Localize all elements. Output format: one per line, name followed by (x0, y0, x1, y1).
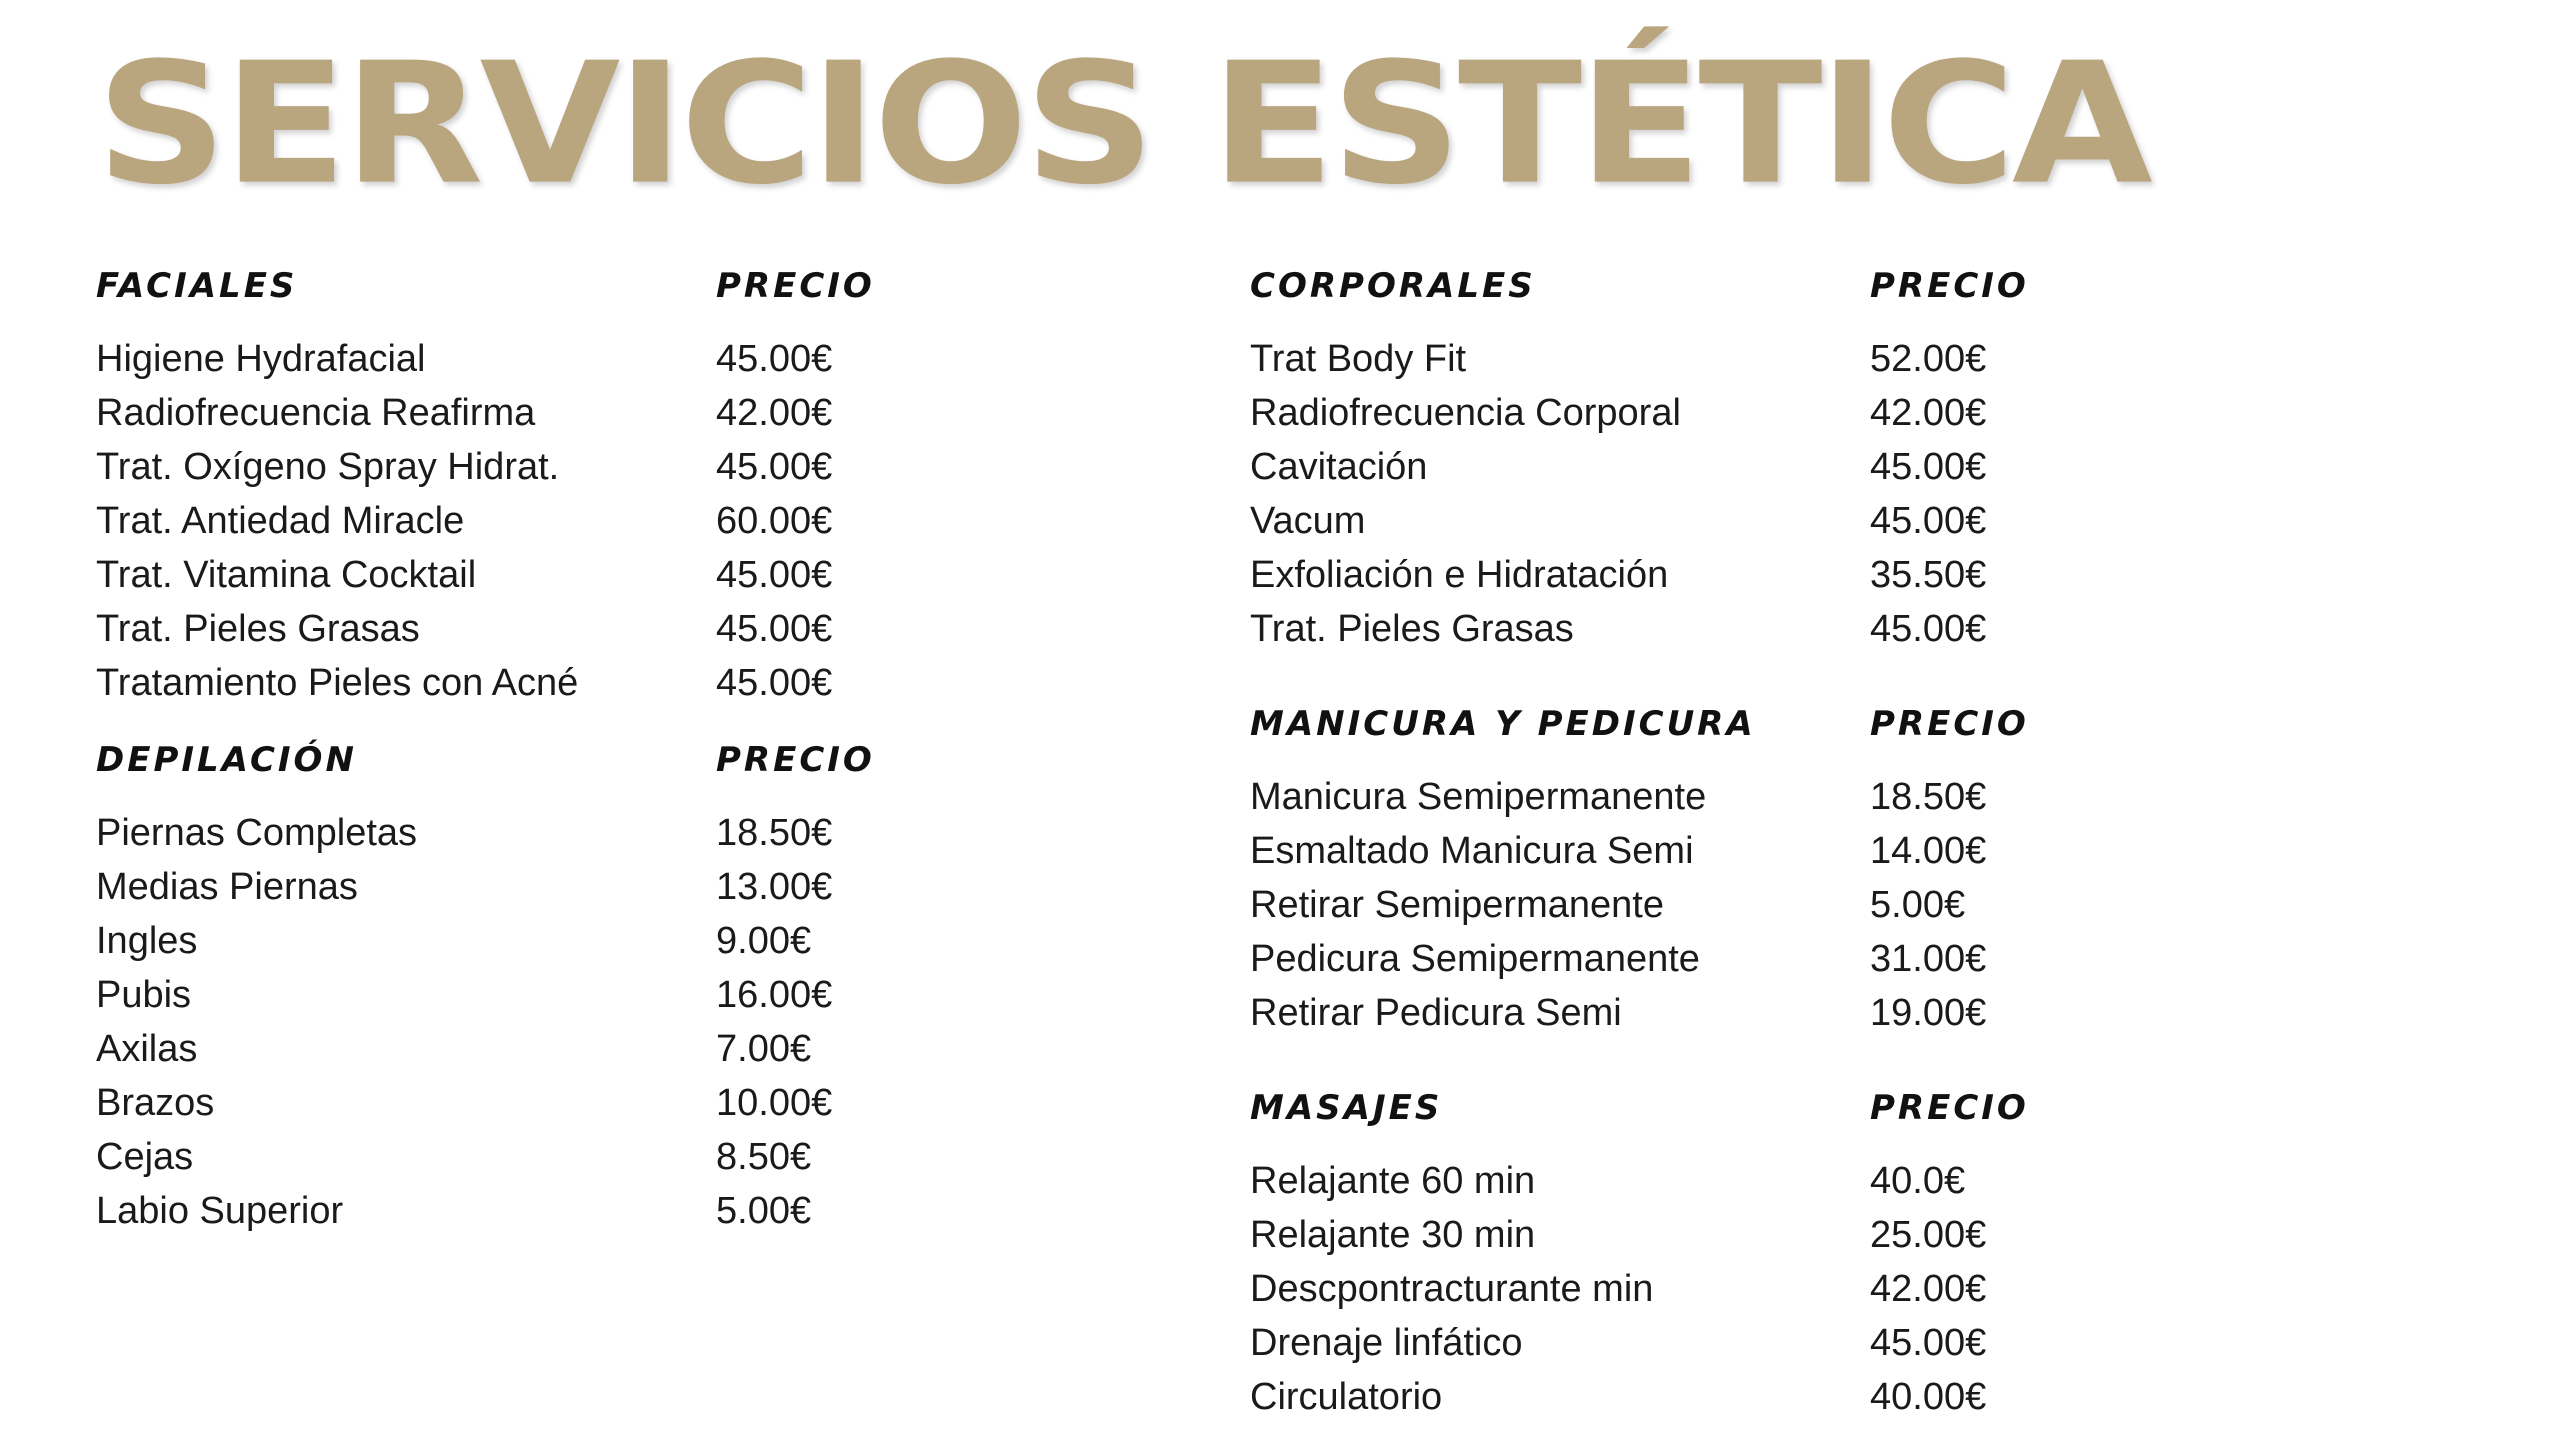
service-price: 31.00€ (1870, 938, 1987, 980)
service-list (96, 806, 1096, 1238)
service-row (96, 806, 1096, 860)
section-header (1250, 262, 2250, 310)
service-row (1250, 1154, 2250, 1208)
service-row (96, 968, 1096, 1022)
service-name: Cavitación (1250, 446, 1428, 488)
section-heading: FACIALES (96, 266, 298, 306)
service-row (96, 1184, 1096, 1238)
service-price: 45.00€ (1870, 446, 1987, 488)
service-price: 13.00€ (716, 866, 833, 908)
service-price: 5.00€ (1870, 884, 1966, 926)
service-price: 18.50€ (716, 812, 833, 854)
service-price: 45.00€ (1870, 1322, 1987, 1364)
service-price: 40.0€ (1870, 1160, 1966, 1202)
service-price: 45.00€ (716, 608, 833, 650)
service-row (96, 914, 1096, 968)
service-name: Ingles (96, 920, 198, 962)
service-name: Trat. Pieles Grasas (96, 608, 420, 650)
service-name: Trat. Vitamina Cocktail (96, 554, 477, 596)
service-price: 25.00€ (1870, 1214, 1987, 1256)
service-row (1250, 332, 2250, 386)
price-heading: PRECIO (716, 740, 875, 780)
price-heading: PRECIO (1870, 704, 2029, 744)
section-header (1250, 1084, 2250, 1132)
section-header (1250, 700, 2250, 748)
service-row (96, 440, 1096, 494)
service-row (1250, 494, 2250, 548)
section-depilacion (96, 736, 1096, 1238)
service-price: 19.00€ (1870, 992, 1987, 1034)
service-price: 42.00€ (1870, 1268, 1987, 1310)
service-row (96, 386, 1096, 440)
service-name: Esmaltado Manicura Semi (1250, 830, 1694, 872)
service-row (1250, 1262, 2250, 1316)
service-row (96, 494, 1096, 548)
service-row (1250, 770, 2250, 824)
service-price: 7.00€ (716, 1028, 812, 1070)
section-corporales (1250, 262, 2250, 656)
section-faciales (96, 262, 1096, 710)
service-name: Manicura Semipermanente (1250, 776, 1707, 818)
service-price: 35.50€ (1870, 554, 1987, 596)
service-name: Radiofrecuencia Corporal (1250, 392, 1681, 434)
service-name: Cejas (96, 1136, 194, 1178)
service-row (1250, 1370, 2250, 1424)
service-name: Trat Body Fit (1250, 338, 1467, 380)
service-name: Relajante 30 min (1250, 1214, 1536, 1256)
service-row (96, 1130, 1096, 1184)
service-price: 8.50€ (716, 1136, 812, 1178)
service-price: 52.00€ (1870, 338, 1987, 380)
page-title: SERVICIOS ESTÉTICA (96, 26, 2149, 222)
service-row (96, 602, 1096, 656)
section-heading: MANICURA Y PEDICURA (1250, 704, 1756, 744)
service-price: 45.00€ (716, 338, 833, 380)
service-name: Piernas Completas (96, 812, 418, 854)
service-row (1250, 548, 2250, 602)
service-list (1250, 1154, 2250, 1424)
service-price: 45.00€ (716, 662, 833, 704)
service-price: 42.00€ (716, 392, 833, 434)
service-row (1250, 602, 2250, 656)
service-name: Tratamiento Pieles con Acné (96, 662, 579, 704)
service-row (1250, 386, 2250, 440)
service-row (96, 1022, 1096, 1076)
service-row (96, 860, 1096, 914)
service-name: Vacum (1250, 500, 1366, 542)
service-price: 42.00€ (1870, 392, 1987, 434)
service-name: Exfoliación e Hidratación (1250, 554, 1669, 596)
service-list (96, 332, 1096, 710)
service-price: 18.50€ (1870, 776, 1987, 818)
service-price: 14.00€ (1870, 830, 1987, 872)
service-name: Labio Superior (96, 1190, 344, 1232)
service-name: Trat. Oxígeno Spray Hidrat. (96, 446, 560, 488)
service-row (1250, 878, 2250, 932)
service-name: Relajante 60 min (1250, 1160, 1536, 1202)
service-name: Brazos (96, 1082, 215, 1124)
service-name: Retirar Pedicura Semi (1250, 992, 1622, 1034)
section-header (96, 262, 1096, 310)
service-price: 5.00€ (716, 1190, 812, 1232)
service-price: 9.00€ (716, 920, 812, 962)
service-name: Trat. Antiedad Miracle (96, 500, 465, 542)
service-price: 45.00€ (716, 554, 833, 596)
service-name: Medias Piernas (96, 866, 358, 908)
service-name: Higiene Hydrafacial (96, 338, 426, 380)
service-row (1250, 824, 2250, 878)
price-heading: PRECIO (1870, 266, 2029, 306)
price-heading: PRECIO (716, 266, 875, 306)
service-name: Circulatorio (1250, 1376, 1443, 1418)
section-heading: CORPORALES (1250, 266, 1536, 306)
section-heading: MASAJES (1250, 1088, 1443, 1128)
service-row (1250, 1316, 2250, 1370)
service-row (96, 656, 1096, 710)
service-name: Retirar Semipermanente (1250, 884, 1664, 926)
service-name: Trat. Pieles Grasas (1250, 608, 1574, 650)
service-row (1250, 440, 2250, 494)
service-price: 45.00€ (1870, 608, 1987, 650)
service-row (96, 1076, 1096, 1130)
section-masajes (1250, 1084, 2250, 1424)
service-name: Drenaje linfático (1250, 1322, 1523, 1364)
section-manicura-pedicura (1250, 700, 2250, 1040)
service-name: Pedicura Semipermanente (1250, 938, 1700, 980)
service-price: 45.00€ (716, 446, 833, 488)
service-row (96, 332, 1096, 386)
service-price: 16.00€ (716, 974, 833, 1016)
service-name: Axilas (96, 1028, 198, 1070)
service-name: Descpontracturante min (1250, 1268, 1654, 1310)
price-heading: PRECIO (1870, 1088, 2029, 1128)
service-row (1250, 1208, 2250, 1262)
service-price: 10.00€ (716, 1082, 833, 1124)
service-price: 60.00€ (716, 500, 833, 542)
service-list (1250, 332, 2250, 656)
section-header (96, 736, 1096, 784)
service-row (96, 548, 1096, 602)
service-list (1250, 770, 2250, 1040)
service-name: Radiofrecuencia Reafirma (96, 392, 536, 434)
service-price: 45.00€ (1870, 500, 1987, 542)
service-price: 40.00€ (1870, 1376, 1987, 1418)
section-heading: DEPILACIÓN (96, 740, 357, 780)
service-name: Pubis (96, 974, 192, 1016)
service-row (1250, 986, 2250, 1040)
service-row (1250, 932, 2250, 986)
